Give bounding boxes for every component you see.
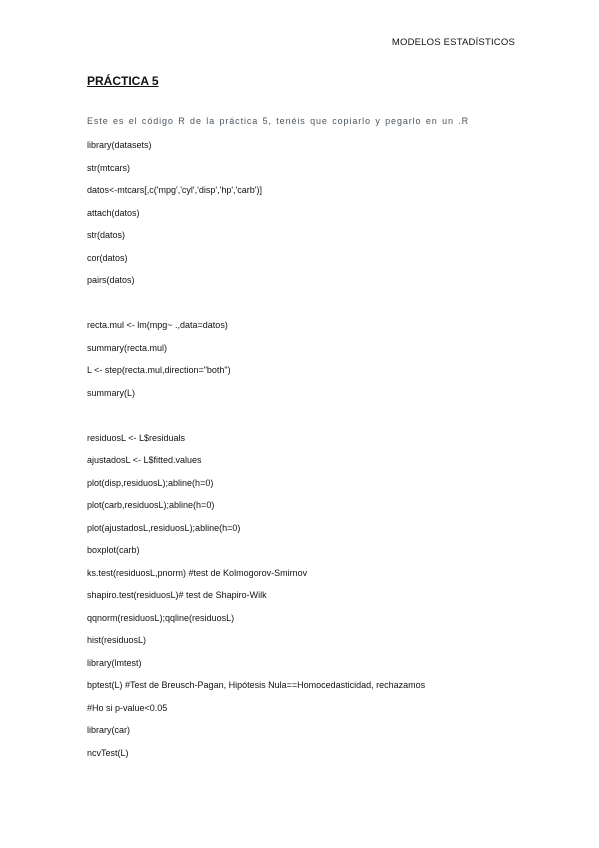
code-line: qqnorm(residuosL);qqline(residuosL) [87, 612, 235, 623]
code-line: hist(residuosL) [87, 635, 147, 645]
running-header: MODELOS ESTADÍSTICOS [391, 37, 515, 48]
blank-line [87, 410, 425, 433]
code-line: str(mtcars) [87, 162, 130, 173]
code-line: library(lmtest) [87, 657, 142, 668]
code-line: library(car) [87, 725, 131, 735]
code-line: ajustadosL <- L$fitted.values [87, 455, 202, 465]
code-line: #Ho si p-value<0.05 [87, 702, 168, 713]
code-line: plot(disp,residuosL);abline(h=0) [87, 477, 214, 488]
code-line: L <- step(recta.mul,direction="both") [87, 365, 231, 375]
code-line: plot(ajustadosL,residuosL);abline(h=0) [87, 522, 241, 533]
code-line: summary(recta.mul) [87, 342, 168, 353]
code-line: recta.mul <- lm(mpg~ .,data=datos) [87, 320, 228, 330]
code-listing [87, 140, 425, 770]
code-line: bptest(L) #Test de Breusch-Pagan, Hipótesis Nula==Homocedasticidad, rechazamos [87, 680, 426, 690]
intro-text: Este es el código R de la práctica 5, tenéis que copiarlo y pegarlo en un .R [87, 116, 470, 126]
code-line: library(datasets) [87, 140, 152, 150]
code-line: residuosL <- L$residuals [87, 432, 185, 443]
code-line: str(datos) [87, 230, 126, 240]
page-title: PRÁCTICA 5 [87, 74, 159, 88]
code-line: shapiro.test(residuosL)# test de Shapiro-Wilk [87, 590, 267, 600]
code-line: plot(carb,residuosL);abline(h=0) [87, 500, 215, 510]
code-line: ncvTest(L) [87, 747, 129, 758]
code-line: boxplot(carb) [87, 545, 140, 555]
blank-line [87, 298, 425, 321]
code-line: pairs(datos) [87, 275, 135, 285]
code-line: attach(datos) [87, 207, 140, 218]
code-line: datos<-mtcars[,c('mpg','cyl','disp','hp','carb')] [87, 185, 262, 195]
code-line: cor(datos) [87, 252, 128, 263]
code-line: summary(L) [87, 387, 136, 398]
code-line: ks.test(residuosL,pnorm) #test de Kolmogorov-Smirnov [87, 567, 308, 578]
